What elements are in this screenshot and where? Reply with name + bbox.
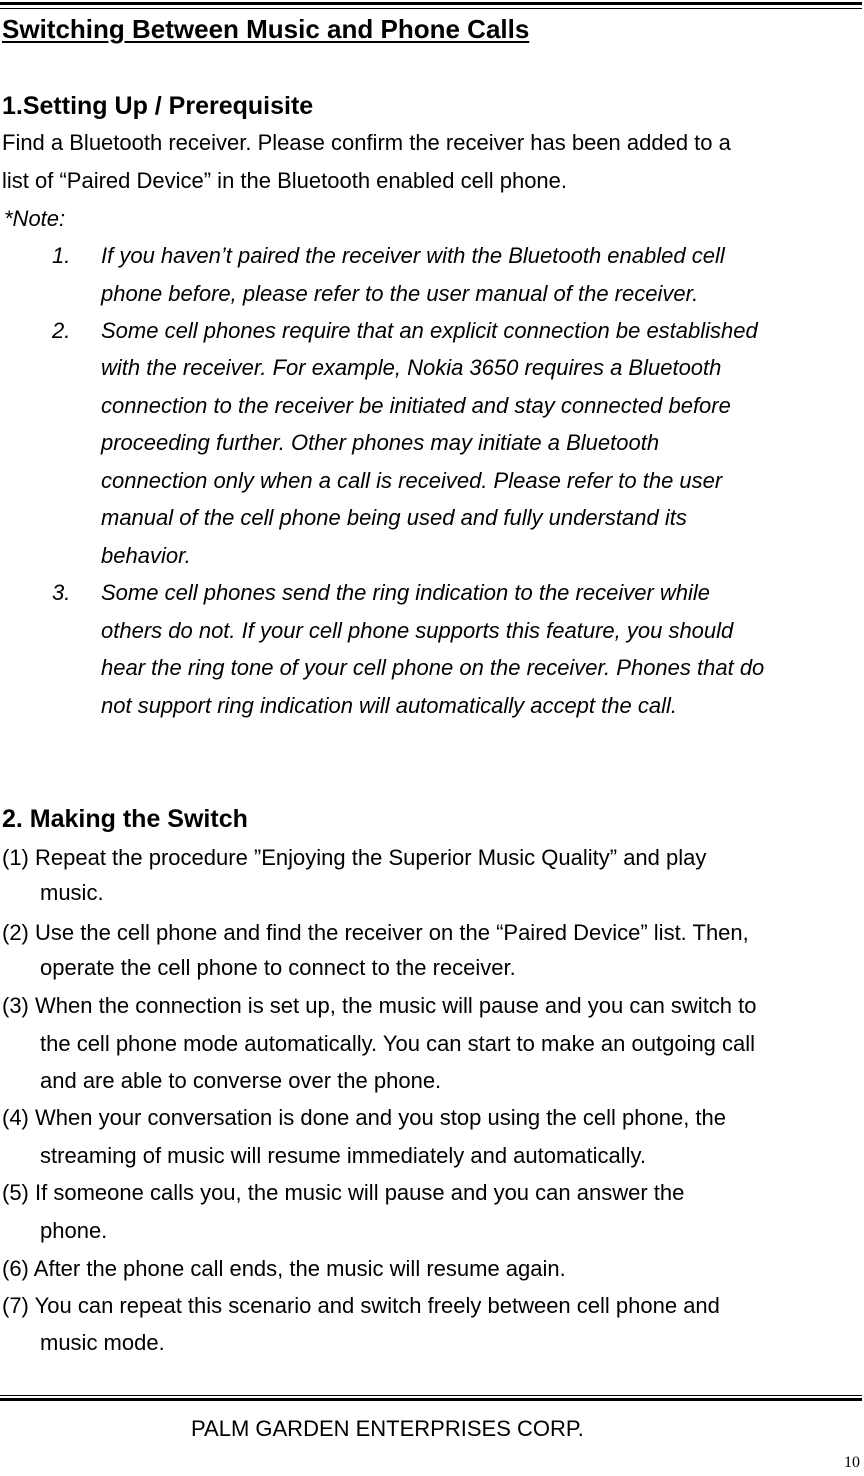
step-line: (5) If someone calls you, the music will pause and you can answer the bbox=[2, 1180, 685, 1205]
step-line: music. bbox=[40, 880, 104, 905]
step-line: streaming of music will resume immediately and automatically. bbox=[40, 1143, 647, 1168]
section1-intro-line: list of “Paired Device” in the Bluetooth enabled cell phone. bbox=[2, 168, 568, 193]
footer-rule-thin bbox=[0, 1395, 862, 1396]
step-line: (2) Use the cell phone and find the receiver on the “Paired Device” list. Then, bbox=[2, 920, 749, 945]
note-line: with the receiver. For example, Nokia 3650 requires a Bluetooth bbox=[101, 355, 722, 380]
note-line: manual of the cell phone being used and fully understand its bbox=[101, 505, 687, 530]
step-line: (1) Repeat the procedure ”Enjoying the Superior Music Quality” and play bbox=[2, 845, 707, 870]
page-title: Switching Between Music and Phone Calls bbox=[2, 14, 530, 44]
note-line: behavior. bbox=[101, 543, 191, 568]
note-line: If you haven’t paired the receiver with the Bluetooth enabled cell bbox=[101, 243, 725, 268]
footer-company: PALM GARDEN ENTERPRISES CORP. bbox=[191, 1416, 584, 1441]
note-line: connection to the receiver be initiated and stay connected before bbox=[101, 393, 731, 418]
note-label: *Note: bbox=[4, 206, 66, 231]
step-line: (3) When the connection is set up, the music will pause and you can switch to bbox=[2, 993, 757, 1018]
note-line: Some cell phones require that an explicit connection be established bbox=[101, 318, 758, 343]
note-line: others do not. If your cell phone supports this feature, you should bbox=[101, 618, 734, 643]
step-line: (6) After the phone call ends, the music will resume again. bbox=[2, 1256, 566, 1281]
note-line: Some cell phones send the ring indication to the receiver while bbox=[101, 580, 711, 605]
step-line: operate the cell phone to connect to the receiver. bbox=[40, 955, 516, 980]
note-line: hear the ring tone of your cell phone on the receiver. Phones that do bbox=[101, 655, 765, 680]
header-rule-thick bbox=[0, 2, 862, 5]
page-number: 10 bbox=[844, 1454, 860, 1471]
note-line: phone before, please refer to the user manual of the receiver. bbox=[101, 281, 699, 306]
footer-rule-thick bbox=[0, 1398, 862, 1401]
note-number: 2. bbox=[52, 318, 71, 343]
step-line: (7) You can repeat this scenario and switch freely between cell phone and bbox=[2, 1293, 720, 1318]
note-line: not support ring indication will automatically accept the call. bbox=[101, 693, 677, 718]
section1-heading: 1.Setting Up / Prerequisite bbox=[2, 92, 314, 120]
note-number: 3. bbox=[52, 580, 71, 605]
note-line: connection only when a call is received. Please refer to the user bbox=[101, 468, 723, 493]
step-line: the cell phone mode automatically. You can start to make an outgoing call bbox=[40, 1031, 756, 1056]
step-line: and are able to converse over the phone. bbox=[40, 1068, 442, 1093]
note-line: proceeding further. Other phones may initiate a Bluetooth bbox=[101, 430, 660, 455]
section2-heading: 2. Making the Switch bbox=[2, 805, 248, 833]
section1-intro-line: Find a Bluetooth receiver. Please confirm the receiver has been added to a bbox=[2, 130, 731, 155]
note-number: 1. bbox=[52, 243, 71, 268]
step-line: phone. bbox=[40, 1218, 108, 1243]
header-rule-thin bbox=[0, 8, 862, 9]
step-line: music mode. bbox=[40, 1330, 165, 1355]
step-line: (4) When your conversation is done and you stop using the cell phone, the bbox=[2, 1105, 727, 1130]
